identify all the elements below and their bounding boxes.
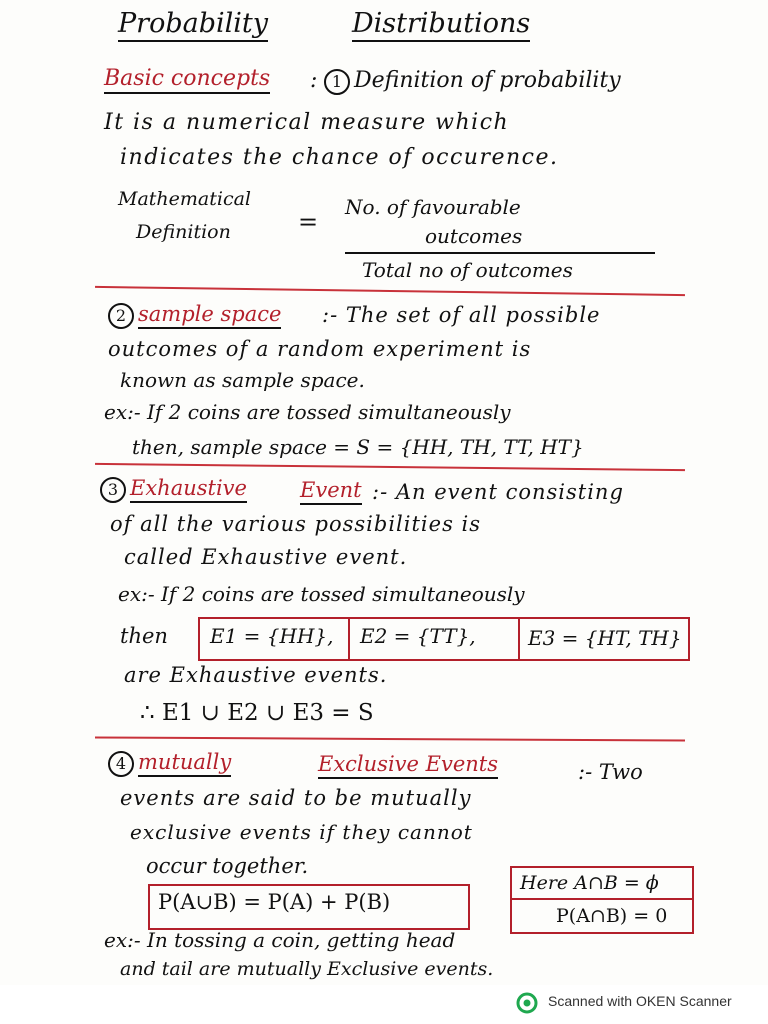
definition-line-2: indicates the chance of occurence. [120, 145, 559, 170]
title-probability: Probability [118, 8, 268, 42]
mutual-line-2: events are said to be mutually [120, 786, 472, 810]
sample-space-intro: :- The set of all possible [322, 303, 601, 327]
number-three-circle: 3 [100, 477, 126, 503]
mutually-heading: mutually [138, 750, 231, 777]
exhaustive-then: then [120, 624, 168, 648]
equals-sign: = [298, 208, 319, 236]
section-divider-1 [95, 286, 685, 296]
definition-line-1: It is a numerical measure which [104, 110, 510, 135]
event-e1: E1 = {HH}, [210, 624, 334, 648]
definition-title: Definition of probability [354, 68, 621, 93]
numerator-line-2: outcomes [425, 224, 523, 248]
box-divider-2 [518, 617, 520, 659]
mutual-line-3: exclusive events if they cannot [130, 820, 473, 844]
here-intersection: Here A∩B = ϕ [520, 872, 659, 894]
probability-intersection: P(A∩B) = 0 [556, 905, 668, 927]
event-e3: E3 = {HT, TH} [528, 626, 682, 650]
definition-heading [324, 68, 621, 95]
scanner-watermark-text: Scanned with OKEN Scanner [548, 993, 732, 1009]
mutual-line-4: occur together. [146, 854, 309, 878]
condition-box-divider [510, 898, 692, 900]
section-divider-3 [95, 736, 685, 741]
section-divider-2 [95, 463, 685, 471]
union-equation: ∴ E1 ∪ E2 ∪ E3 = S [140, 700, 374, 726]
mutual-heading-row [108, 750, 231, 777]
number-one-circle: 1 [324, 69, 350, 95]
sample-space-line-3: known as sample space. [120, 368, 365, 392]
exhaustive-example-1: ex:- If 2 coins are tossed simultaneously [118, 582, 525, 606]
fraction-bar [345, 252, 655, 254]
title-distributions: Distributions [352, 8, 530, 42]
mutual-example-1: ex:- In tossing a coin, getting head [104, 928, 456, 952]
number-four-circle: 4 [108, 751, 134, 777]
exhaustive-intro: :- An event consisting [372, 480, 624, 504]
box-divider-1 [348, 617, 350, 659]
scanner-logo-icon [516, 992, 538, 1014]
sample-space-heading: sample space [138, 302, 281, 329]
exhaustive-heading-row [100, 476, 247, 503]
exhaustive-line-3: called Exhaustive event. [124, 545, 408, 569]
sample-space-example-1: ex:- If 2 coins are tossed simultaneously [104, 400, 511, 424]
sample-space-heading-row [108, 302, 281, 329]
sample-space-example-2: then, sample space = S = {HH, TH, TT, HT} [132, 435, 584, 459]
basic-sep: : [310, 68, 318, 93]
sample-space-line-2: outcomes of a random experiment is [108, 337, 532, 361]
number-two-circle: 2 [108, 303, 134, 329]
exclusive-events-heading: Exclusive Events [318, 752, 498, 779]
addition-formula: P(A∪B) = P(A) + P(B) [158, 890, 391, 914]
event-heading: Event [300, 478, 362, 505]
basic-concepts-heading: Basic concepts [104, 66, 270, 94]
math-label-1: Mathematical [118, 188, 251, 210]
mutual-intro: :- Two [578, 760, 643, 784]
denominator: Total no of outcomes [362, 258, 573, 282]
event-e2: E2 = {TT}, [360, 624, 476, 648]
exhaustive-are-line: are Exhaustive events. [124, 663, 388, 687]
math-label-2: Definition [136, 221, 231, 243]
mutual-example-2: and tail are mutually Exclusive events. [120, 958, 494, 980]
numerator-line-1: No. of favourable [345, 195, 521, 219]
exhaustive-line-2: of all the various possibilities is [110, 512, 482, 536]
exhaustive-heading: Exhaustive [130, 476, 247, 503]
